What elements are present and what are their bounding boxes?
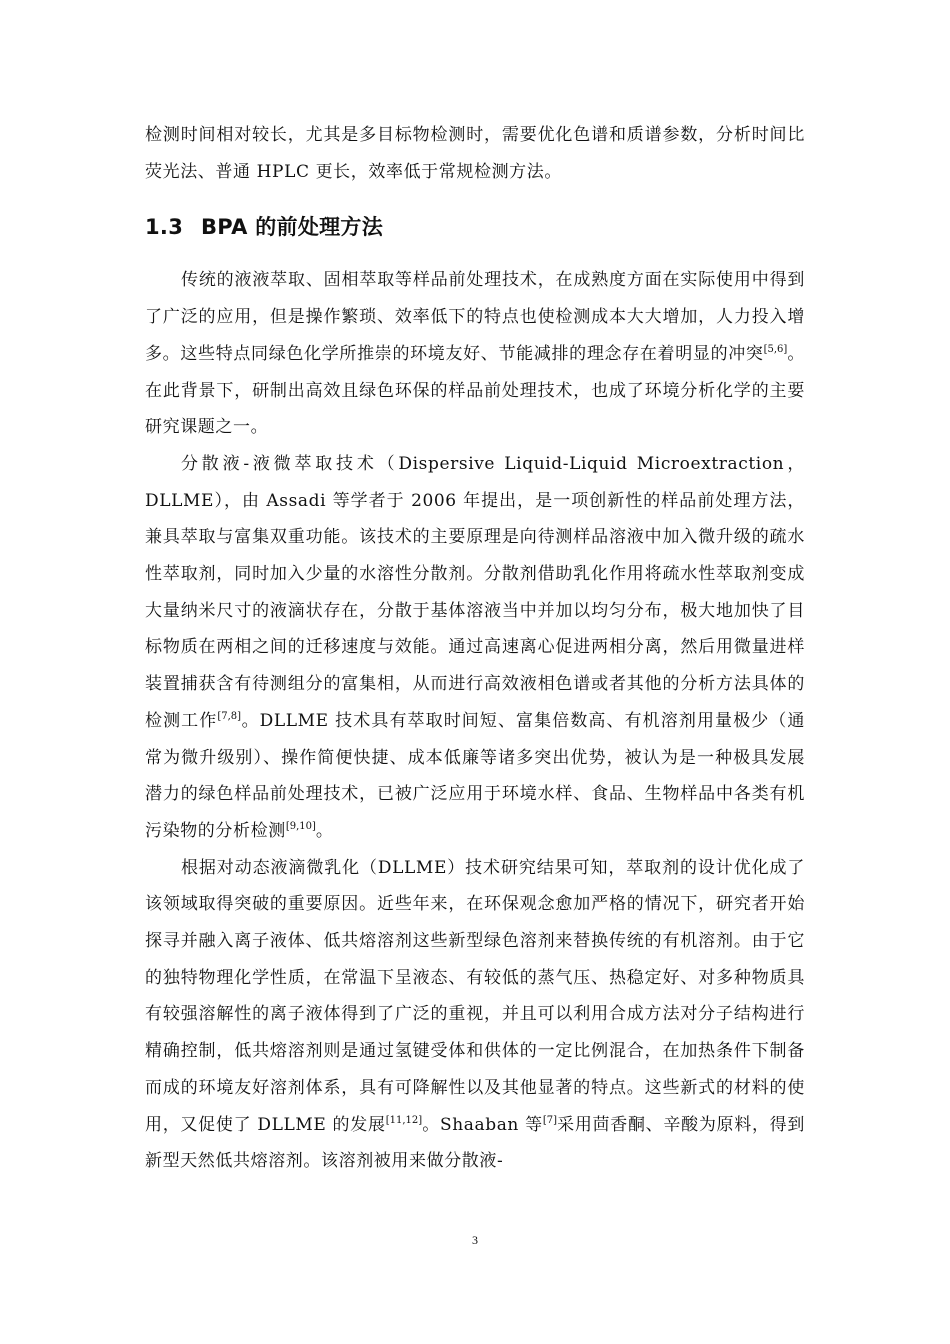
paragraph-2-text: 分散液-液微萃取技术（Dispersive Liquid-Liquid Microextraction，DLLME），由 Assadi 等学者于 2006 年提出，是一项创新性的样品前处理方法，兼具萃取与富集双重功能。该技术的主要原理是向待测样品溶液中加入微升级的疏水性萃取剂，同时加入少量的水溶性分散剂。分散剂借助乳化作用将疏水性萃取剂变成大量纳米尺寸的液滴状存在，分散于基体溶液当中并加以均匀分布，极大地加快了目标物质在两相之间的迁移速度与效能。通过高速离心促进两相分离，然后用微量进样装置捕获含有待测组分的富集相，从而进行高效液相色谱或者其他的分析方法具体的检测工作 [145,453,805,731]
section-title: BPA 的前处理方法 [201,215,384,240]
paragraph-2 [145,446,805,850]
page-content [145,117,805,1180]
citation-7-8: [7,8] [217,710,242,722]
paragraph-2-text-after: 。 [315,820,334,841]
citation-5-6: [5,6] [763,343,788,355]
paragraph-3-text-after: 采用茴香酮、辛酸为原料，得到新型天然低共熔溶剂。该溶剂被用来做分散液- [145,1114,805,1172]
paragraph-3 [145,850,805,1180]
paragraph-1-text-after: 。在此背景下，研制出高效且绿色环保的样品前处理技术，也成了环境分析化学的主要研究课题之一。 [145,343,806,438]
paragraph-3-text: 根据对动态液滴微乳化（DLLME）技术研究结果可知，萃取剂的设计优化成了该领域取得突破的重要原因。近些年来，在环保观念愈加严格的情况下，研究者开始探寻并融入离子液体、低共熔溶剂这些新型绿色溶剂来替换传统的有机溶剂。由于它的独特物理化学性质，在常温下呈液态、有较低的蒸气压、热稳定好、对多种物质具有较强溶解性的离子液体得到了广泛的重视，并且可以利用合成方法对分子结构进行精确控制，低共熔溶剂则是通过氢键受体和供体的一定比例混合，在加热条件下制备而成的环境友好溶剂体系，具有可降解性以及其他显著的特点。这些新式的材料的使用，又促使了 DLLME 的发展 [145,857,805,1135]
section-number: 1.3 [145,215,184,240]
paragraph-3-text-mid: 。Shaaban 等 [422,1114,543,1135]
intro-paragraph: 检测时间相对较长，尤其是多目标物检测时，需要优化色谱和质谱参数，分析时间比荧光法、普通 HPLC 更长，效率低于常规检测方法。 [145,125,805,182]
paragraph-1 [145,262,805,446]
paragraph-2-text-mid: 。DLLME 技术具有萃取时间短、富集倍数高、有机溶剂用量极少（通常为微升级别）、操作简便快捷、成本低廉等诸多突出优势，被认为是一种极具发展潜力的绿色样品前处理技术，已被广泛应用于环境水样、食品、生物样品中各类有机污染物的分析检测 [145,710,805,841]
citation-7: [7] [542,1114,557,1126]
paragraph-1-text: 传统的液液萃取、固相萃取等样品前处理技术，在成熟度方面在实际使用中得到了广泛的应用，但是操作繁琐、效率低下的特点也使检测成本大大增加，人力投入增多。这些特点同绿色化学所推崇的环境友好、节能减排的理念存在着明显的冲突 [145,270,805,364]
citation-9-10: [9,10] [285,820,316,832]
section-heading [145,209,805,245]
citation-11-12: [11,12] [385,1114,423,1126]
page-number: 3 [472,1233,478,1247]
